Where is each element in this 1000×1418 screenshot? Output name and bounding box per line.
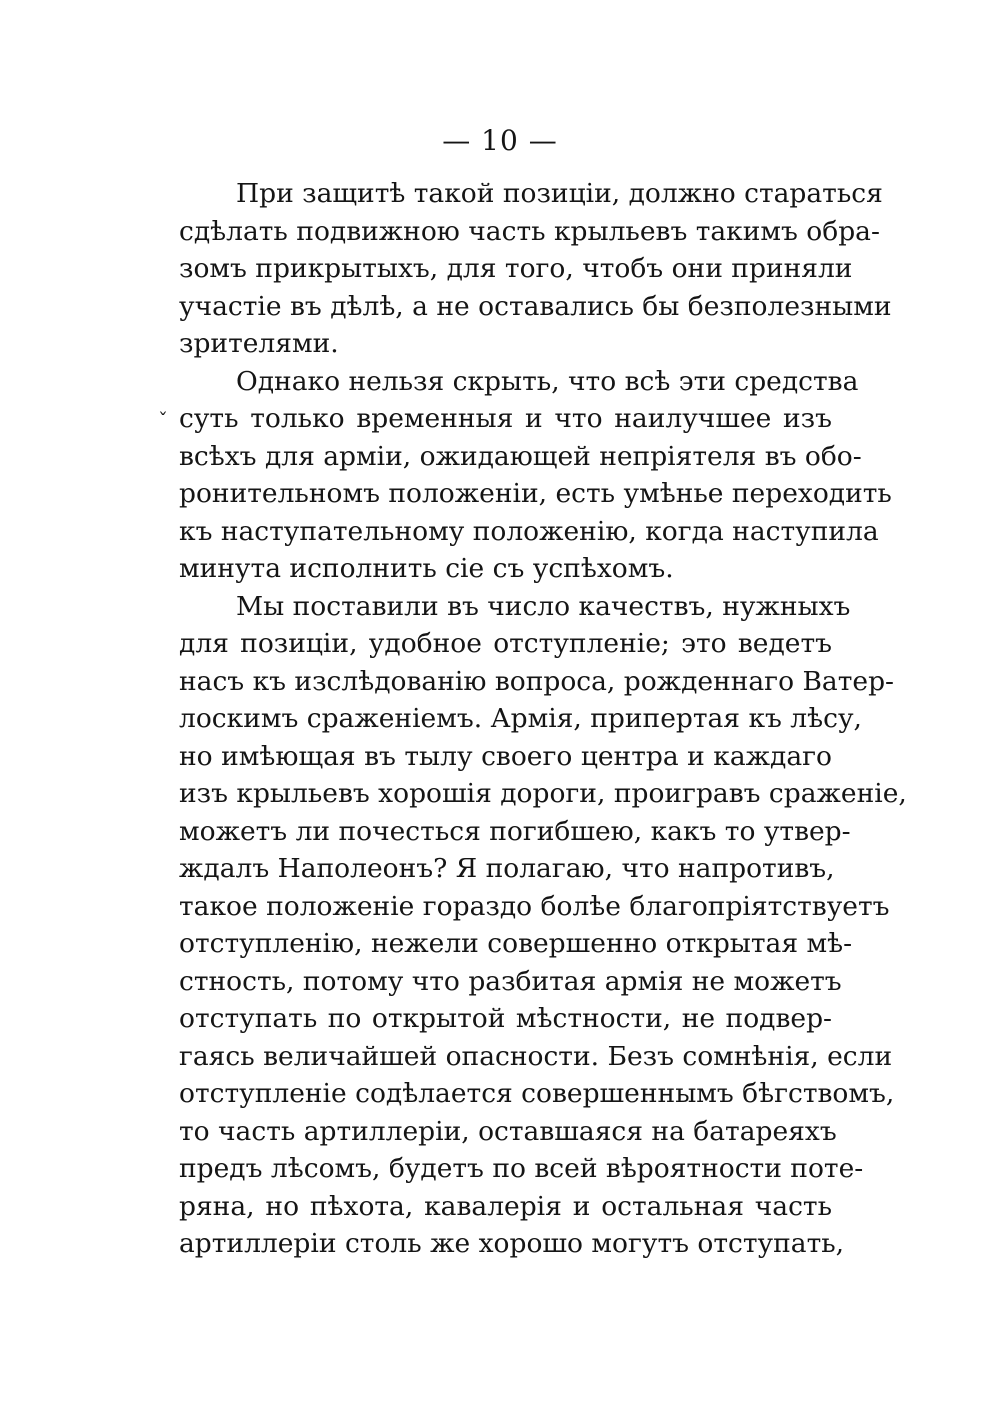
text-line: Однако нельзя скрыть, что всѣ эти средства [236,365,859,397]
paragraph-2 [179,363,892,588]
text-line: ждалъ Наполеонъ? Я полагаю, что напротивъ, [179,853,835,884]
text-line: участіе въ дѣлѣ, а не оставались бы безполезными [179,290,892,322]
text-line: зрителями. [179,328,339,359]
text-line: отступать по открытой мѣстности, не подвер- [179,1003,832,1034]
text-line: зомъ прикрытыхъ, для того, чтобъ они приняли [179,253,853,284]
text-line: всѣхъ для арміи, ожидающей непріятеля въ обо- [179,440,862,472]
body-text [179,175,907,1263]
text-line: При защитѣ такой позиціи, должно стараться [236,178,883,209]
paragraph-3 [179,588,907,1263]
text-line: суть только временныя и что наилучшее изъ [179,403,832,434]
text-line: можетъ ли почесться погибшею, какъ то утвер- [179,815,851,847]
text-line: отступленіе содѣлается совершеннымъ бѣгствомъ, [179,1078,895,1109]
text-line: Мы поставили въ число качествъ, нужныхъ [236,590,851,622]
text-line: сдѣлать подвижною часть крыльевъ такимъ обра- [179,215,880,247]
text-line: артиллеріи столь же хорошо могутъ отступать, [179,1228,845,1259]
text-line: то часть артиллеріи, оставшаяся на батареяхъ [179,1115,837,1147]
text-line: отступленію, нежели совершенно открытая мѣ- [179,928,853,959]
page-number: — 10 — [442,124,558,157]
paragraph-1 [179,175,892,363]
text-line: лоскимъ сраженіемъ. Армія, припертая къ лѣсу, [179,703,862,734]
text-line: къ наступательному положенію, когда наступила [179,515,879,547]
text-line: ронительномъ положеніи, есть умѣнье переходить [179,478,892,509]
text-line: предъ лѣсомъ, будетъ по всей вѣроятности поте- [179,1153,864,1184]
margin-mark: ˇ [158,408,168,432]
text-line: но имѣющая въ тылу своего центра и каждаго [179,740,832,772]
text-line: ряна, но пѣхота, кавалерія и остальная часть [179,1190,832,1222]
text-line: минута исполнить сіе съ успѣхомъ. [179,553,674,584]
text-line: изъ крыльевъ хорошія дороги, проигравъ сраженіе, [179,778,907,809]
text-line: гаясь величайшей опасности. Безъ сомнѣнія, если [179,1040,893,1072]
text-line: стность, потому что разбитая армія не можетъ [179,965,842,997]
text-line: для позиціи, удобное отступленіе; это ведетъ [179,628,832,659]
text-line: насъ къ изслѣдованію вопроса, рожденнаго Ватер- [179,665,894,697]
text-line: такое положеніе гораздо болѣе благопріятствуетъ [179,890,890,922]
